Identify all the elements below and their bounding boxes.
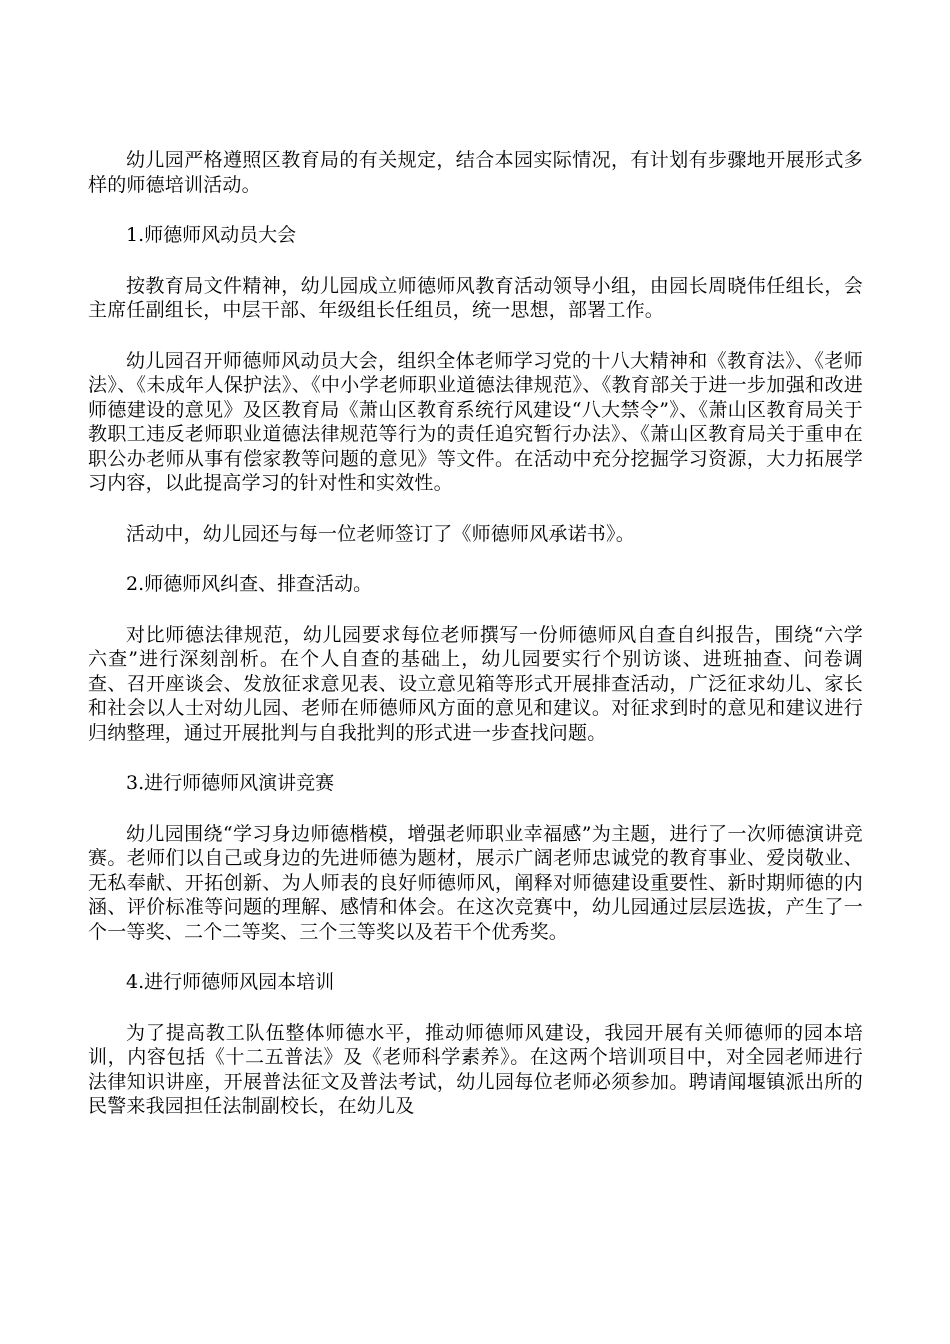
paragraph: 活动中，幼儿园还与每一位老师签订了《师德师风承诺书》。	[126, 522, 635, 545]
paragraph: 对比师德法律规范，幼儿园要求每位老师撰写一份师德师风自查自纠报告，围绕“六学六查”进行深刻剖析。在个人自查的基础上，幼儿园要实行个别访谈、进班抽查、问卷调查、召开座谈会、发放征求意见表、设立意见箱等形式开展排查活动，广泛征求幼儿、家长和社会以人士对幼儿园、老师在师德师风方面的意见和建议。对征求到时的意见和建议进行归纳整理，通过开展批判与自我批判的形式进一步查找问题。	[88, 623, 863, 744]
paragraph: 幼儿园严格遵照区教育局的有关规定，结合本园实际情况，有计划有步骤地开展形式多样的师德培训活动。	[88, 149, 863, 196]
section-heading: 2.师德师风纠查、排查活动。	[126, 573, 373, 595]
paragraph: 按教育局文件精神，幼儿园成立师德师风教育活动领导小组，由园长周晓伟任组长，会主席任副组长，中层干部、年级组长任组员，统一思想，部署工作。	[88, 274, 863, 321]
section-heading: 1.师德师风动员大会	[126, 224, 297, 246]
paragraph: 幼儿园召开师德师风动员大会，组织全体老师学习党的十八大精神和《教育法》、《老师法》、《未成年人保护法》、《中小学老师职业道德法律规范》、《教育部关于进一步加强和改进师德建设的意见》及区教育局《萧山区教育系统行风建设“八大禁令”》、《萧山区教育局关于教职工违反老师职业道德法律规范等行为的责任追究暂行办法》、《萧山区教育局关于重申在职公办老师从事有偿家教等问题的意见》等文件。在活动中充分挖掘学习资源，大力拓展学习内容，以此提高学习的针对性和实效性。	[88, 349, 863, 494]
section-heading: 3.进行师德师风演讲竞赛	[126, 772, 335, 794]
paragraph: 为了提高教工队伍整体师德水平，推动师德师风建设，我园开展有关师德师的园本培训，内容包括《十二五普法》及《老师科学素养》。在这两个培训项目中，对全园老师进行法律知识讲座，开展普法征文及普法考试，幼儿园每位老师必须参加。聘请闻堰镇派出所的民警来我园担任法制副校长，在幼儿及	[88, 1021, 863, 1117]
document-body	[88, 148, 863, 1145]
paragraph: 幼儿园围绕“学习身边师德楷模，增强老师职业幸福感”为主题，进行了一次师德演讲竞赛。老师们以自己或身边的先进师德为题材，展示广阔老师忠诚党的教育事业、爱岗敬业、无私奉献、开拓创新、为人师表的良好师德师风，阐释对师德建设重要性、新时期师德的内涵、评价标准等问题的理解、感情和体会。在这次竞赛中，幼儿园通过层层选拔，产生了一个一等奖、二个二等奖、三个三等奖以及若干个优秀奖。	[88, 822, 863, 943]
section-heading: 4.进行师德师风园本培训	[126, 971, 335, 993]
